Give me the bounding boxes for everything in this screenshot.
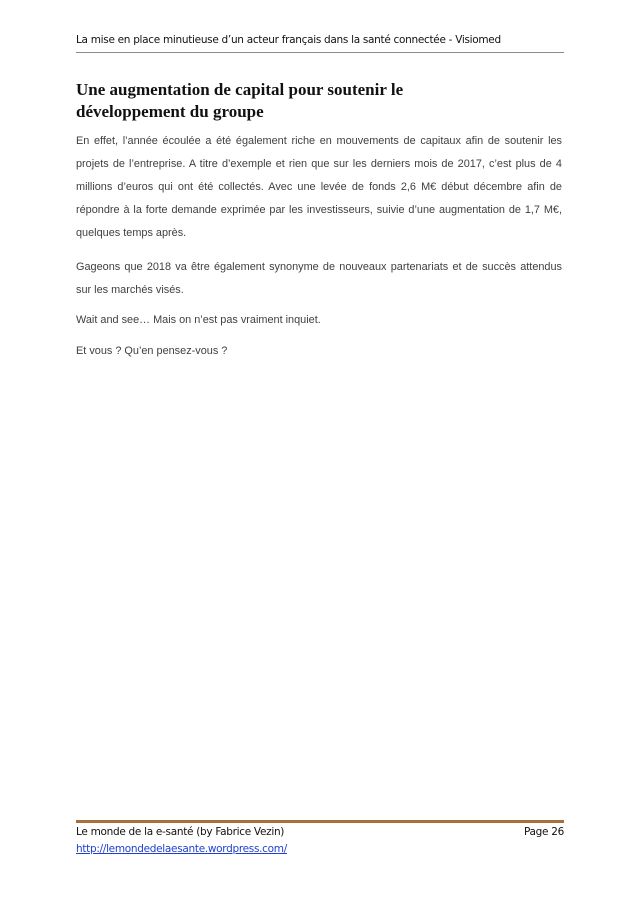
- paragraph-capital: En effet, l’année écoulée a été également riche en mouvements de capitaux afin de soutenir les projets de l’entreprise. A titre d’exemple et rien que sur les derniers mois de 2017, c’est plus de 4 millions d’euros qui ont été collectés. Avec une levée de fonds 2,6 M€ début décembre afin de répondre à la forte demande exprimée par les investisseurs, suivie d’une augmentation de 1,7 M€, quelques temps après.: [76, 135, 562, 239]
- page-number: Page 26: [523, 826, 564, 838]
- section-title: Une augmentation de capital pour soutenir le développement du groupe: [76, 80, 404, 121]
- footer-divider: [76, 820, 564, 823]
- paragraph-wait-and-see: Wait and see… Mais on n’est pas vraiment inquiet.: [76, 314, 321, 326]
- paragraph-question: Et vous ? Qu’en pensez-vous ?: [76, 345, 228, 357]
- page-header-title: La mise en place minutieuse d’un acteur français dans la santé connectée - Visiomed: [76, 34, 501, 46]
- footer-blog-link[interactable]: http://lemondedelaesante.wordpress.com/: [76, 843, 287, 855]
- paragraph-2018: Gageons que 2018 va être également synonyme de nouveaux partenariats et de succès attendus sur les marchés visés.: [76, 261, 562, 296]
- footer-book-title: Le monde de la e-santé (by Fabrice Vezin): [76, 826, 285, 838]
- header-divider: [76, 52, 564, 53]
